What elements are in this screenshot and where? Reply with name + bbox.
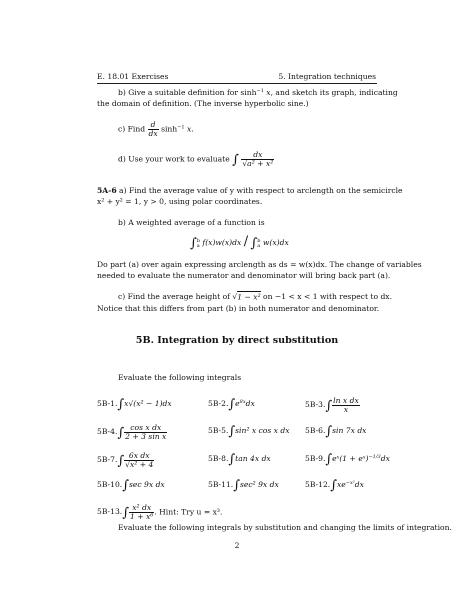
weighted-average-formula: $\int_a^b$ $f(x)w(x)dx / \int_a^b$ w(x)dx	[190, 234, 289, 251]
header-rule	[97, 83, 377, 84]
part-c: c) Find $\frac{d}{dx}$ $\sinh^{-1} x$.	[118, 120, 194, 138]
exercise-expression: sec 9x dx	[128, 480, 165, 489]
integral-sign: ∫	[233, 478, 240, 493]
integral-sign: ∫	[228, 424, 236, 439]
exercise-label: 5B-12.	[305, 480, 331, 489]
exercise-item	[97, 452, 154, 469]
integral-sign: ∫	[232, 152, 239, 168]
exercise-expression: tan 4x dx	[235, 454, 271, 463]
exercise-item	[97, 424, 167, 441]
section-title: 5B. Integration by direct substitution	[135, 335, 339, 346]
exercise-expression: sin² x cos x dx	[235, 426, 290, 435]
header-chapter: 5. Integration techniques	[278, 72, 376, 81]
problem-5a6-b-intro: b) A weighted average of a function is	[118, 218, 265, 227]
exercise-expression: x√(x² − 1)dx	[124, 399, 172, 408]
integral-sign: ∫	[122, 505, 129, 521]
exercise-expression: eˣ(1 + eˣ)$^{-1/3}$dx	[332, 454, 390, 463]
exercise-fraction: $\frac{\text{x² dx}}{\text{1 + x⁶}}$	[129, 503, 154, 521]
integral-sign: ∫	[228, 397, 236, 412]
exercise-fraction: $\frac{\text{cos x dx}}{\text{2 + 3 sin x}}$	[125, 423, 167, 441]
integral-sign: ∫	[117, 425, 125, 441]
exercise-label: 5B-1.	[97, 399, 118, 408]
exercise-item	[305, 478, 364, 493]
part-d-fraction: $\frac{dx}{\text{√a² + x²}}$	[242, 150, 274, 168]
exercise-label: 5B-4.	[97, 427, 118, 437]
exercise-label: 5B-9.	[305, 454, 326, 463]
problem-5a6-line2: x² + y² = 1, y > 0, using polar coordinates.	[97, 197, 263, 206]
integral-sign: ∫	[330, 478, 337, 493]
page-number: 2	[234, 541, 240, 550]
derivative-fraction: $\frac{d}{dx}$	[148, 120, 158, 138]
exercise-expression: $xe^{-x^2}dx$	[336, 480, 364, 489]
exercise-expression: $e^{8x}dx$	[235, 399, 255, 408]
exercise-fraction: $\frac{\text{6x dx}}{\text{√x² + 4}}$	[125, 451, 154, 469]
part-d: d) Use your work to evaluate ∫ $\frac{dx}{\text{√a² + x²}}$	[118, 150, 274, 168]
integral-sign: ∫	[250, 236, 258, 251]
exercise-item	[208, 452, 271, 467]
exercise-label: 5B-10.	[97, 480, 123, 489]
exercise-item	[305, 424, 366, 439]
exercise-label: 5B-8.	[208, 454, 229, 463]
problem-5a6-c-line2: Notice that this differs from part (b) in both numerator and denominator.	[97, 304, 380, 313]
problem-5a6-b-line1: Do part (a) over again expressing arclength as ds = w(x)dx. The change of variables	[97, 260, 422, 269]
header-course: E. 18.01 Exercises	[97, 72, 169, 81]
exercise-label: 5B-3.	[305, 400, 326, 410]
exercise-expression: sin 7x dx	[332, 426, 367, 435]
exercise-item	[305, 397, 360, 414]
integral-sign: ∫	[117, 397, 125, 412]
exercise-label: 5B-5.	[208, 426, 229, 435]
exercise-item	[208, 424, 290, 439]
closing-instruction: Evaluate the following integrals by substitution and changing the limits of integration.	[118, 523, 452, 532]
problem-5a6-line1: 5A-6 a) Find the average value of y with respect to arclength on the semicircle	[97, 186, 403, 195]
exercise-label: 5B-7.	[97, 455, 118, 465]
exercise-label: 5B-13.	[97, 507, 123, 517]
exercise-item	[97, 397, 172, 412]
integral-sign: ∫	[325, 452, 333, 467]
integral-sign: ∫	[122, 478, 129, 493]
problem-5a6-c-line1: c) Find the average height of √1 − x² on −1 < x < 1 with respect to dx.	[118, 292, 392, 301]
exercise-item	[97, 478, 165, 493]
problem-5a6-b-line2: needed to evaluate the numerator and denominator will bring back part (a).	[97, 271, 391, 280]
exercise-label: 5B-11.	[208, 480, 234, 489]
evaluate-intro: Evaluate the following integrals	[118, 373, 242, 382]
exercise-item	[305, 452, 390, 467]
exercise-expression: sec² 9x dx	[239, 480, 279, 489]
exercise-item	[208, 478, 279, 493]
exercise-item	[208, 397, 255, 412]
integral-sign: ∫	[228, 452, 236, 467]
part-b-line2: the domain of definition. (The inverse hyperbolic sine.)	[97, 99, 309, 108]
exercise-fraction: $\frac{\text{ln x dx}}{x}$	[333, 396, 359, 414]
integral-sign: ∫	[325, 398, 333, 414]
integral-sign: ∫	[190, 236, 197, 251]
exercise-hint: . Hint: Try u = x³.	[154, 507, 223, 517]
exercise-label: 5B-6.	[305, 426, 326, 435]
part-b-line1: b) Give a suitable definition for $\sinh^{-1} x$, and sketch its graph, indicating	[118, 88, 398, 97]
exercise-item	[97, 504, 222, 521]
integral-sign: ∫	[325, 424, 333, 439]
integral-sign: ∫	[117, 453, 125, 469]
exercise-label: 5B-2.	[208, 399, 229, 408]
